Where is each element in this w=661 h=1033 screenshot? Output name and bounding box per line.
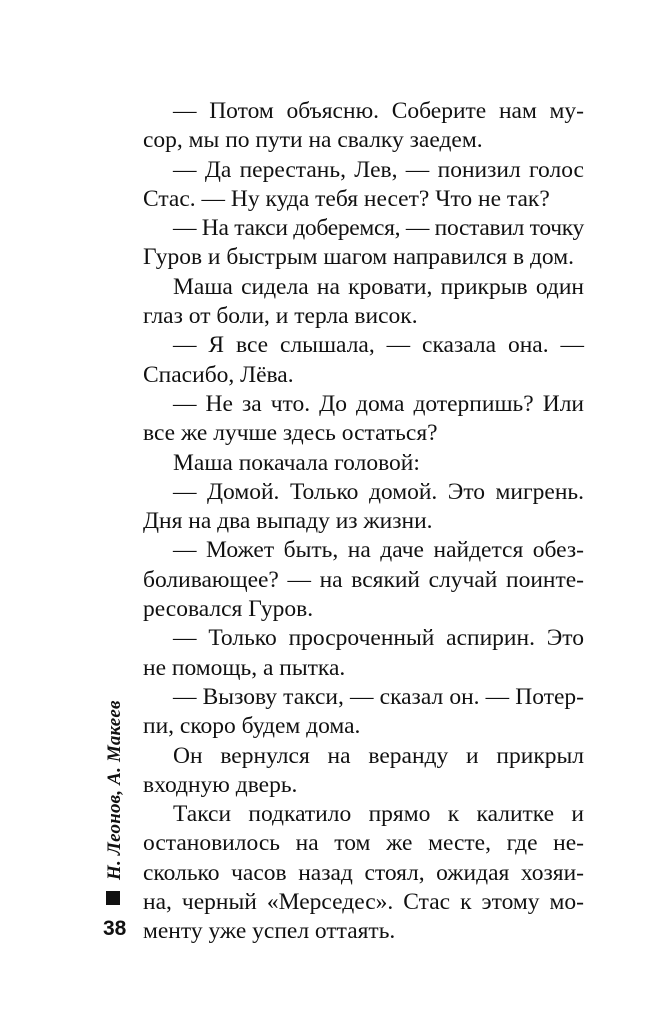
text-line: — Может быть, на даче найдется обез- bbox=[173, 537, 584, 564]
text-line: пи, скоро будем дома. bbox=[143, 713, 361, 740]
text-line: ресовался Гуров. bbox=[143, 596, 314, 623]
text-line: Стас. — Ну куда тебя несет? Что не так? bbox=[143, 185, 550, 212]
text-line: менту уже успел оттаять. bbox=[143, 918, 396, 945]
text-line: сколько часов назад стоял, ожидая хозяи- bbox=[143, 859, 584, 886]
running-head-square-marker bbox=[106, 891, 120, 905]
text-line: — Вызову такси, — сказал он. — Потер- bbox=[173, 683, 584, 710]
text-line: боливающее? — на всякий случай поинте- bbox=[143, 566, 584, 593]
text-line: Спасибо, Лёва. bbox=[143, 361, 294, 388]
text-line: — Да перестань, Лев, — понизил голос bbox=[173, 156, 584, 183]
text-line: — Домой. Только домой. Это мигрень. bbox=[173, 478, 584, 505]
text-line: Маша сидела на кровати, прикрыв один bbox=[173, 273, 584, 300]
text-line: сор, мы по пути на свалку заедем. bbox=[143, 127, 483, 154]
text-line: — На такси доберемся, — поставил точку bbox=[173, 215, 584, 242]
text-line: на, черный «Мерседес». Стас к этому мо- bbox=[143, 889, 584, 916]
text-line: остановилось на том же месте, где не- bbox=[143, 830, 584, 857]
text-line: — Я все слышала, — сказала она. — bbox=[173, 332, 584, 359]
page-number: 38 bbox=[103, 917, 127, 940]
text-line: Дня на два выпаду из жизни. bbox=[143, 508, 433, 535]
text-line: Маша покачала головой: bbox=[173, 449, 420, 476]
text-line: — Не за что. До дома дотерпишь? Или bbox=[173, 390, 584, 417]
text-line: — Потом объясню. Соберите нам му- bbox=[173, 98, 584, 124]
text-line: не помощь, а пытка. bbox=[143, 654, 346, 681]
text-line: входную дверь. bbox=[143, 771, 298, 798]
text-line: Он вернулся на веранду и прикрыл bbox=[173, 742, 584, 769]
text-line: Гуров и быстрым шагом направился в дом. bbox=[143, 244, 574, 271]
text-line: все же лучше здесь остаться? bbox=[143, 420, 438, 447]
body-text bbox=[143, 97, 584, 947]
running-head-authors: Н. Леонов, А. Макеев bbox=[104, 700, 125, 880]
text-line: — Только просроченный аспирин. Это bbox=[173, 625, 584, 652]
text-line: Такси подкатило прямо к калитке и bbox=[173, 801, 584, 828]
text-line: глаз от боли, и терла висок. bbox=[143, 303, 418, 330]
